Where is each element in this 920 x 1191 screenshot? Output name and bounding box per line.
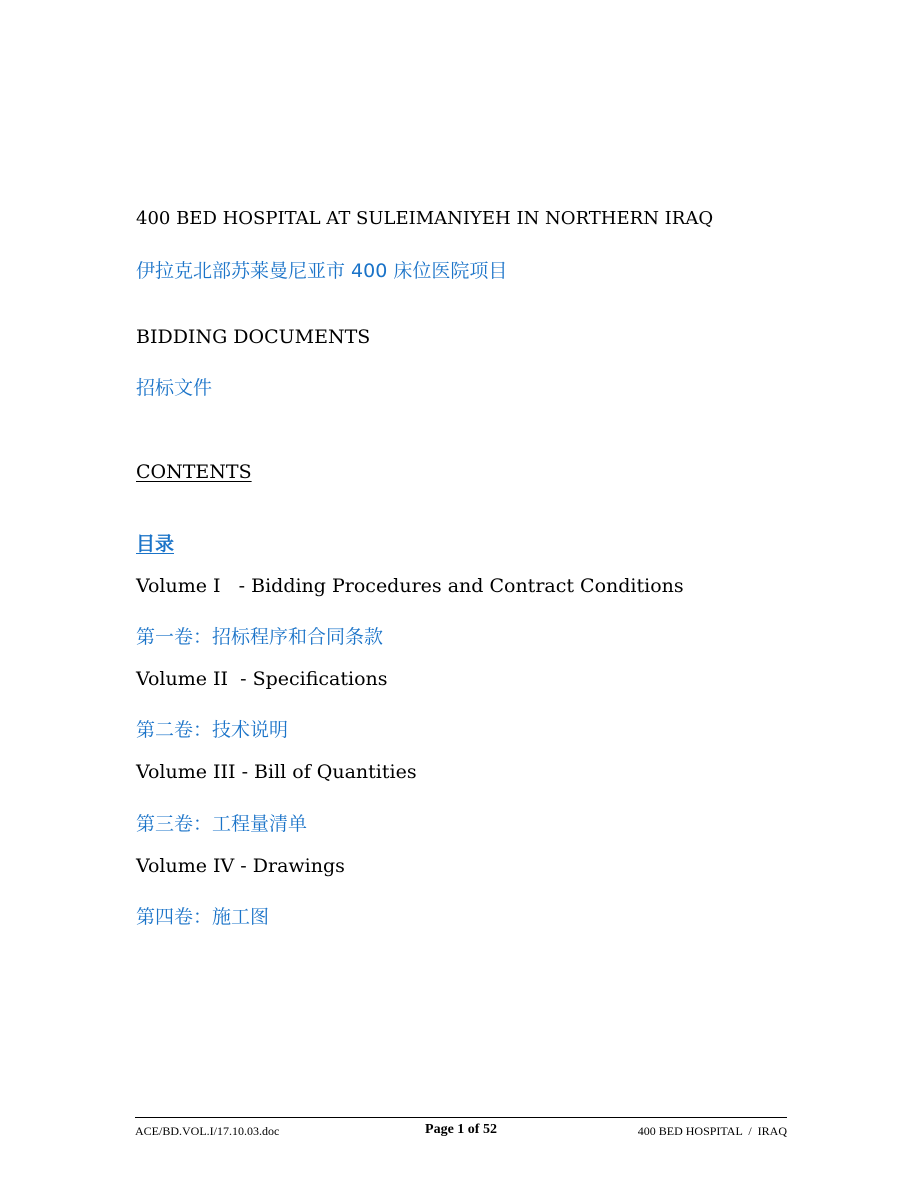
contents-item-cn: 第四卷：施工图 [136, 906, 270, 928]
contents-item-en: Volume III - Bill of Quantities [136, 761, 417, 783]
project-title-en: 400 BED HOSPITAL AT SULEIMANIYEH IN NORTHERN IRAQ [136, 208, 714, 229]
contents-item-en: Volume IV - Drawings [136, 855, 345, 877]
contents-item-cn: 第三卷：工程量清单 [136, 813, 308, 835]
contents-heading-en: CONTENTS [136, 461, 252, 483]
footer-page-number: Page 1 of 52 [425, 1122, 497, 1137]
page-footer [135, 1122, 787, 1138]
contents-heading-cn: 目录 [136, 533, 175, 555]
contents-item-cn: 第一卷：招标程序和合同条款 [136, 626, 384, 648]
document-subtitle-cn: 招标文件 [136, 377, 213, 399]
footer-divider [135, 1117, 787, 1118]
footer-project: 400 BED HOSPITAL / IRAQ [637, 1124, 787, 1138]
project-title-cn: 伊拉克北部苏莱曼尼亚市 400 床位医院项目 [136, 260, 508, 282]
contents-item-cn: 第二卷：技术说明 [136, 719, 289, 741]
footer-filename: ACE/BD.VOL.I/17.10.03.doc [135, 1124, 280, 1138]
contents-item-en: Volume II - Specifications [136, 668, 388, 690]
contents-item-en: Volume I - Bidding Procedures and Contract Conditions [136, 575, 684, 597]
document-subtitle-en: BIDDING DOCUMENTS [136, 326, 371, 348]
